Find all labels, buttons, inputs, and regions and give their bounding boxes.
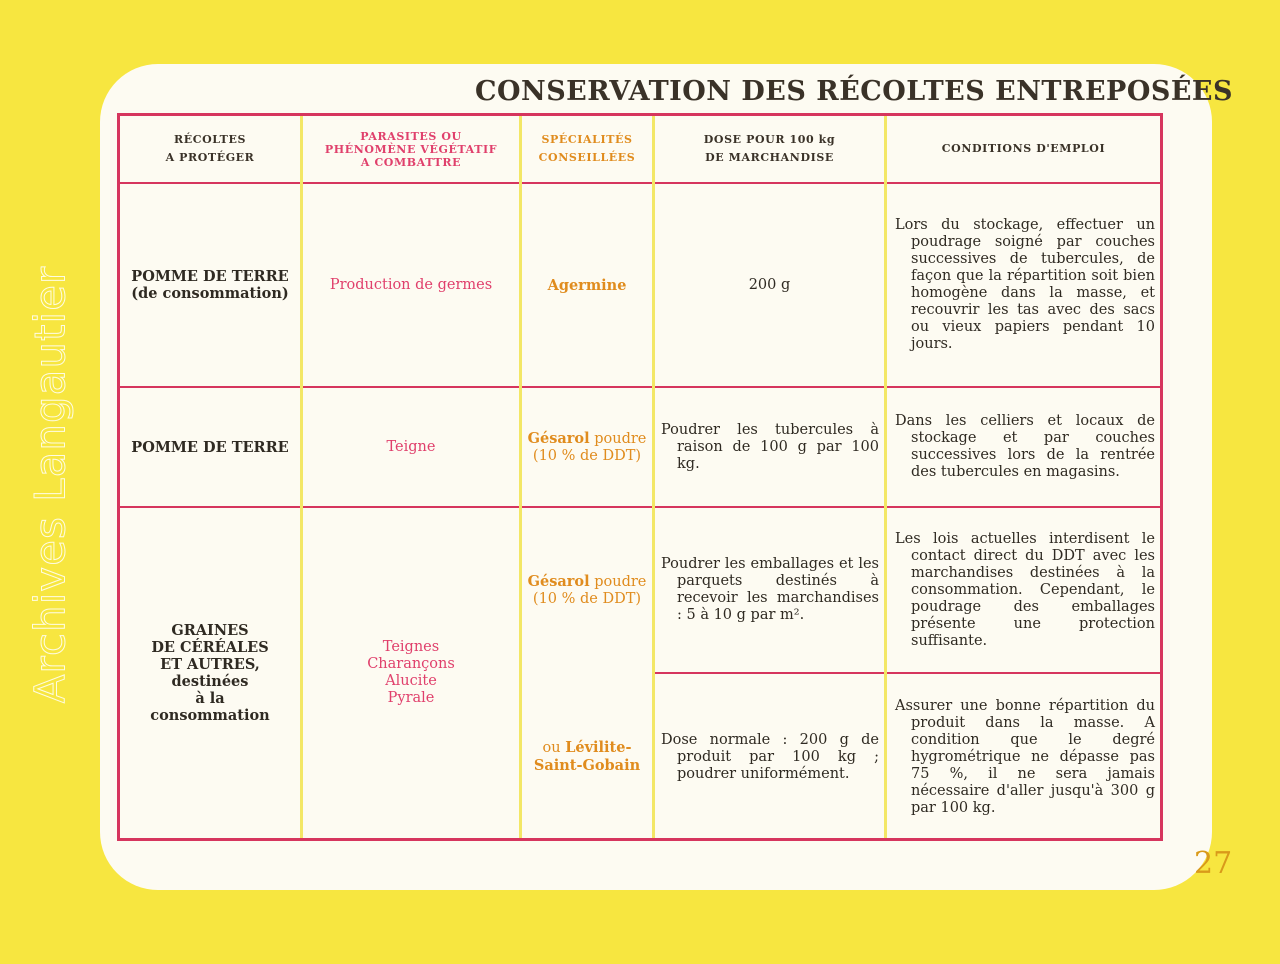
row3-crop-line5: à la (195, 690, 225, 707)
row3-pest-line4: Pyrale (387, 690, 435, 706)
row1-pest: Production de germes (329, 276, 493, 293)
row2-dose (661, 388, 879, 506)
header-recoltes (120, 116, 300, 182)
header-dose (655, 116, 884, 182)
header-specialites-line2: CONSEILLÉES (538, 151, 636, 164)
row3b-spec-name: Lévilite- (565, 739, 632, 756)
row2-conditions-text: Dans les celliers et locaux de stockage et par couches successives lors de la rentrée des tubercules en magasins. (895, 413, 1155, 480)
row3-pest-line1: Teignes (382, 639, 440, 655)
row2-pest: Teigne (386, 438, 436, 455)
row3-pest (303, 508, 519, 838)
header-conditions: CONDITIONS D'EMPLOI (941, 142, 1106, 155)
watermark: Archives Langautier (25, 265, 75, 704)
row1-crop-line2: (de consommation) (131, 285, 289, 302)
row3a-conditions-text: Les lois actuelles interdisent le contact direct du DDT avec les marchandises destinées à la consommation. Cependant, le poudrage des emballages présente une protection suffisante. (895, 530, 1155, 649)
row3a-spec-form: poudre (589, 573, 647, 590)
row2-spec-line2: (10 % de DDT) (532, 447, 642, 464)
row3-crop-line1: GRAINES (171, 622, 249, 639)
page-number: 27 (1194, 846, 1233, 881)
row3-pest-line2: Charançons (367, 656, 455, 672)
page-title: CONSERVATION DES RÉCOLTES ENTREPOSÉES (475, 76, 1234, 107)
row2-spec (522, 388, 652, 506)
header-recoltes-line2: A PROTÉGER (165, 151, 255, 164)
header-parasites-line2: PHÉNOMÈNE VÉGÉTATIF (324, 142, 498, 156)
header-parasites-line3: A COMBATTRE (360, 155, 462, 169)
row3-crop (120, 508, 300, 838)
header-dose-line1: DOSE POUR 100 kg (703, 133, 836, 146)
row3a-spec (522, 508, 652, 672)
row1-conditions-text: Lors du stockage, effectuer un poudrage soigné par couches successives de tubercules, de façon que la répartition soit bien homogène dans la masse, et recouvrir les tas avec des sacs ou vieux papiers pendant 10 jours. (895, 217, 1155, 352)
treatment-table (117, 113, 1163, 841)
row1-spec (522, 184, 652, 386)
row3b-spec-prefix: ou (542, 740, 566, 756)
row3-subdivider (654, 672, 1160, 674)
row3b-conditions-text: Assurer une bonne répartition du produit dans la masse. A condition que le degré hygrométrique ne dépasse pas 75 %, il ne sera jamais nécessaire d'aller jusqu'à 300 g par 100 kg. (895, 697, 1155, 816)
row3-crop-line6: consommation (150, 707, 270, 724)
row3-crop-line3: ET AUTRES, (160, 656, 260, 673)
row3-crop-line2: DE CÉRÉALES (151, 639, 269, 656)
row2-dose-text: Poudrer les tubercules à raison de 100 g par 100 kg. (661, 421, 879, 472)
row3b-spec-name-line2: Saint-Gobain (533, 757, 641, 774)
header-specialites (522, 116, 652, 182)
header-parasites-line1: PARASITES OU (360, 129, 462, 143)
row3a-dose-text: Poudrer les emballages et les parquets destinés à recevoir les marchandises : 5 à 10 g par m². (661, 556, 879, 623)
row1-crop (120, 184, 300, 386)
header-dose-line2: DE MARCHANDISE (705, 151, 834, 164)
row3a-spec-name: Gésarol (527, 572, 590, 590)
row3a-conditions (895, 508, 1155, 672)
row3-crop-line4: destinées (171, 673, 249, 690)
row3a-dose (661, 508, 879, 672)
row2-conditions (895, 388, 1155, 506)
header-parasites (303, 116, 519, 182)
row3b-conditions (895, 676, 1155, 838)
row1-dose: 200 g (748, 276, 791, 293)
row2-spec-form: poudre (589, 430, 647, 447)
row3b-spec-line1 (543, 739, 632, 757)
row3-pest-line3: Alucite (385, 673, 437, 689)
row3b-spec-line2 (534, 757, 640, 775)
row3a-spec-line2: (10 % de DDT) (532, 590, 642, 607)
row2-spec-name: Gésarol (527, 429, 590, 447)
row3b-dose (661, 676, 879, 838)
row3a-spec-line1 (528, 573, 647, 591)
row2-spec-line1 (528, 430, 647, 448)
row2-crop: POMME DE TERRE (131, 438, 289, 456)
row1-crop-line1: POMME DE TERRE (131, 268, 289, 285)
header-recoltes-line1: RÉCOLTES (173, 133, 246, 146)
row1-conditions (895, 184, 1155, 386)
row1-spec-name: Agermine (547, 276, 627, 294)
row3b-spec (522, 676, 652, 838)
column-divider-4 (884, 116, 887, 838)
row3b-dose-text: Dose normale : 200 g de produit par 100 kg ; poudrer uniformément. (661, 731, 879, 782)
header-specialites-line1: SPÉCIALITÉS (541, 133, 633, 146)
